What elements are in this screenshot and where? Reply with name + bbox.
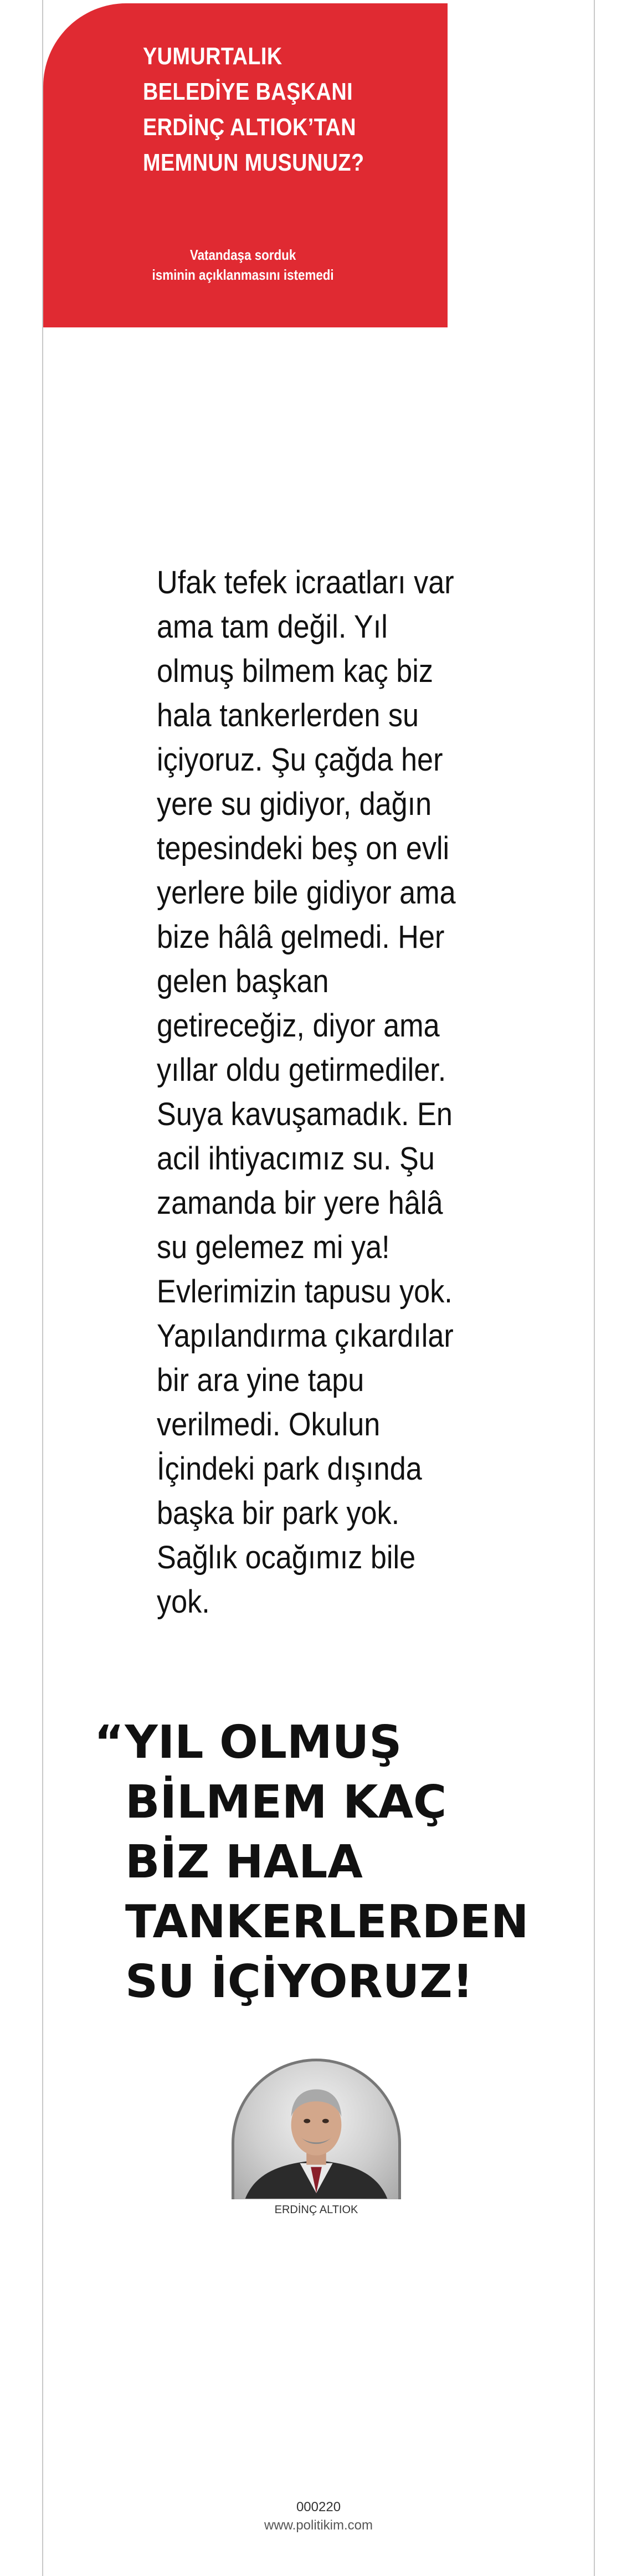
article-line: Yapılandırma çıkardılar — [157, 1318, 454, 1354]
article-line: tepesindeki beş on evli — [157, 830, 450, 866]
article-line: olmuş bilmem kaç biz — [157, 653, 433, 689]
article-line: acil ihtiyacımız su. Şu — [157, 1141, 435, 1177]
footer-url[interactable]: www.politikim.com — [264, 2518, 373, 2533]
article-line: Ufak tefek icraatları var — [157, 565, 454, 601]
article-line: yerlere bile gidiyor ama — [157, 875, 456, 911]
footer-code: 000220 — [296, 2500, 341, 2515]
portrait-silhouette — [234, 2061, 398, 2199]
article-line: bir ara yine tapu — [157, 1362, 364, 1398]
article-line: hala tankerlerden su — [157, 697, 419, 733]
article-line: zamanda bir yere hâlâ — [157, 1185, 443, 1221]
article-line: yok. — [157, 1584, 210, 1620]
headline-subtitle — [143, 245, 343, 285]
right-frame-line — [594, 0, 595, 2576]
subtitle-line: Vatandaşa sorduk — [189, 247, 296, 263]
pull-quote — [94, 1713, 582, 2012]
left-frame-line — [42, 0, 43, 2576]
quote-line: “YIL OLMUŞ — [94, 1716, 402, 1769]
article-line: yere su gidiyor, dağın — [157, 786, 432, 822]
quote-line: TANKERLERDEN — [125, 1896, 529, 1948]
article-line: Evlerimizin tapusu yok. — [157, 1274, 453, 1310]
headline-title — [143, 39, 381, 181]
photo-caption: ERDİNÇ ALTIOK — [274, 2204, 358, 2216]
quote-line: SU İÇİYORUZ! — [125, 1956, 474, 2008]
headline-line: YUMURTALIK — [143, 43, 282, 70]
article-line: su gelemez mi ya! — [157, 1229, 390, 1265]
quote-line: BİLMEM KAÇ — [125, 1776, 447, 1829]
headline-line: BELEDİYE BAŞKANI — [143, 78, 353, 105]
article-line: içiyoruz. Şu çağda her — [157, 742, 443, 778]
article-line: gelen başkan — [157, 963, 329, 999]
subtitle-line: isminin açıklanmasını istemedi — [152, 266, 334, 283]
article-body — [157, 561, 476, 1624]
article-line: İçindeki park dışında — [157, 1451, 422, 1487]
article-line: getireceğiz, diyor ama — [157, 1008, 440, 1044]
article-line: ama tam değil. Yıl — [157, 609, 388, 645]
article-line: Suya kavuşamadık. En — [157, 1096, 453, 1132]
article-line: başka bir park yok. — [157, 1495, 400, 1531]
article-line: Sağlık ocağımız bile — [157, 1540, 416, 1576]
portrait-photo — [232, 2059, 401, 2199]
headline-line: MEMNUN MUSUNUZ? — [143, 149, 364, 176]
headline-line: ERDİNÇ ALTIOK’TAN — [143, 114, 356, 141]
article-line: verilmedi. Okulun — [157, 1407, 381, 1443]
article-line: yıllar oldu getirmediler. — [157, 1052, 446, 1088]
article-line: bize hâlâ gelmedi. Her — [157, 919, 445, 955]
quote-line: BİZ HALA — [125, 1836, 363, 1889]
